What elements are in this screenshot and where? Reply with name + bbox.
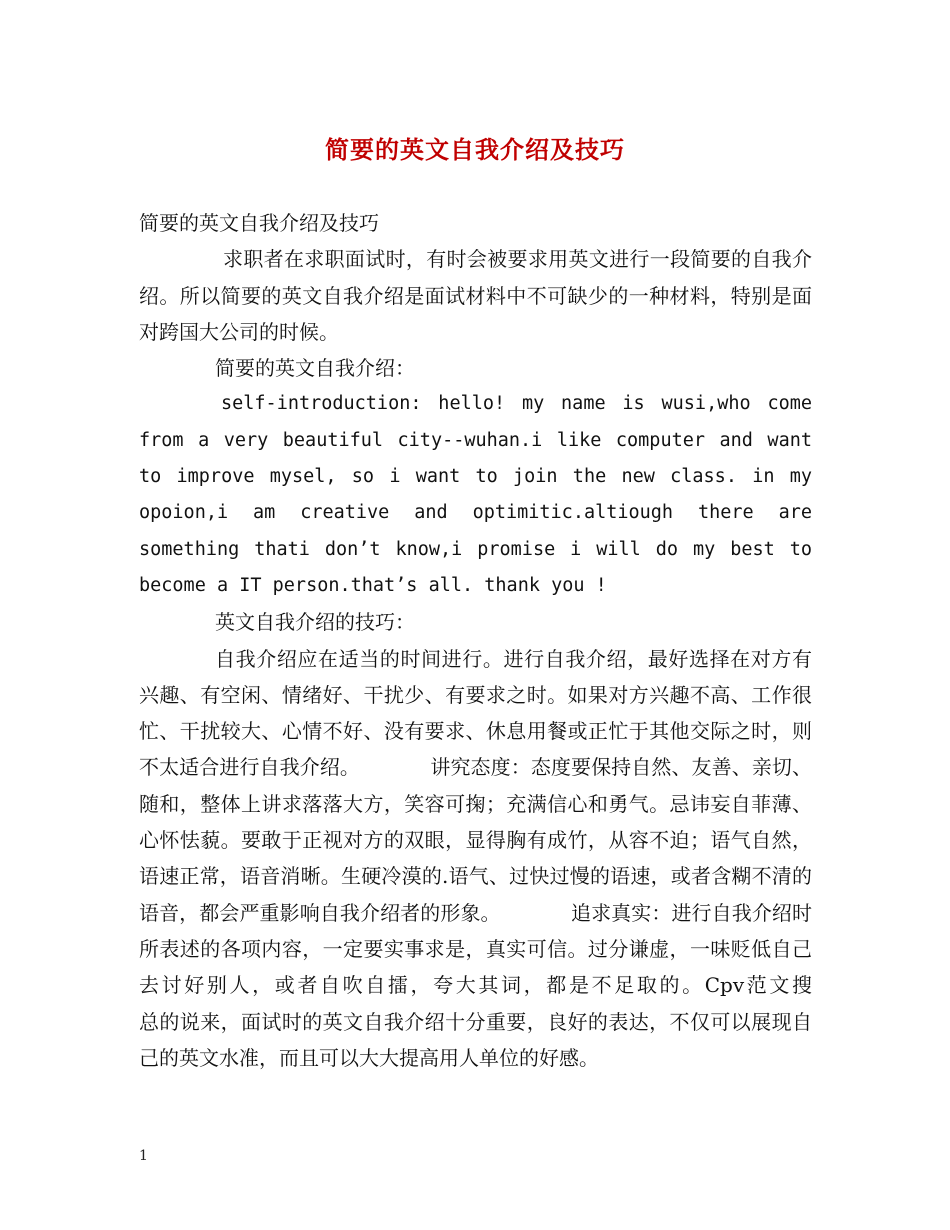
paragraph-english-sample: self-introduction: hello! my name is wusi,who come from a very beautiful city--wuhan.i like computer and want to improve mysel, so i want to join the new class. in my opoion,i am creative and optimitic.altiough there are something thati don’t know,i promise i will do my best to become a IT person.that’s all. thank you ! [139, 393, 812, 596]
section-heading: 简要的英文自我介绍及技巧 [139, 211, 379, 235]
paragraph-subheading-tips: 英文自我介绍的技巧： [215, 610, 415, 635]
paragraph-subheading-english-intro: 简要的英文自我介绍： [215, 356, 415, 381]
paragraph-tips-body: 自我介绍应在适当的时间进行。进行自我介绍，最好选择在对方有兴趣、有空闲、情绪好、干扰少、有要求之时。如果对方兴趣不高、工作很忙、干扰较大、心情不好、没有要求、休息用餐或正忙于其他交际之时，则不太适合进行自我介绍。 讲究态度：态度要保持自然、友善、亲切、随和，整体上讲求落落大方，笑容可掬；充满信心和勇气。忌讳妄自菲薄、心怀怯藐。要敢于正视对方的双眼，显得胸有成竹，从容不迫；语气自然，语速正常，语音消晰。生硬冷漠的.语气、过快过慢的语速，或者含糊不清的语音，都会严重影响自我介绍者的形象。 追求真实：进行自我介绍时所表述的各项内容，一定要实事求是，真实可信。过分谦虚，一味贬低自己去讨好别人，或者自吹自擂，夸大其词，都是不足取的。Cpv范文搜 总的说来，面试时的英文自我介绍十分重要，良好的表达，不仅可以展现自己的英文水准，而且可以大大提高用人单位的好感。 [139, 646, 892, 1070]
paragraph-intro: 求职者在求职面试时，有时会被要求用英文进行一段简要的自我介绍。所以简要的英文自我介绍是面试材料中不可缺少的一种材料，特别是面对跨国大公司的时候。 [139, 247, 812, 344]
page-number: 1 [139, 1148, 148, 1164]
document-title: 简要的英文自我介绍及技巧 [325, 135, 625, 164]
document-body [139, 205, 892, 1076]
